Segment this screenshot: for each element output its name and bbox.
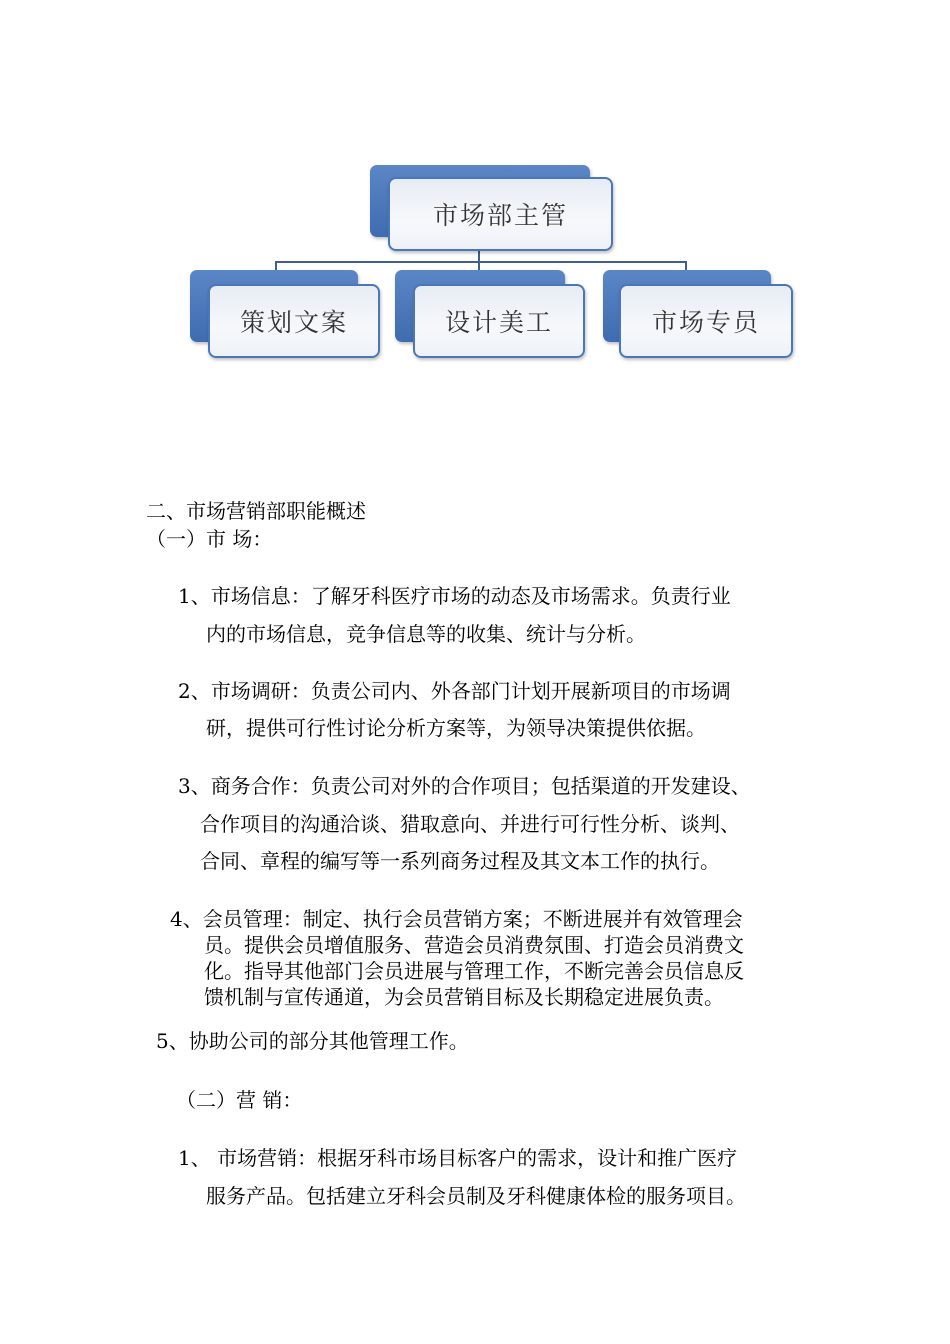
list-item-line: 员。提供会员增值服务、营造会员消费氛围、打造会员消费文 [204, 933, 744, 957]
section-title: 二、市场营销部职能概述 [146, 499, 366, 523]
org-node-planning [190, 270, 382, 358]
org-node-market-specialist [603, 270, 795, 358]
connector-horizontal [275, 261, 687, 263]
org-node-root-label: 市场部主管 [388, 177, 613, 251]
list-item-line: 化。指导其他部门会员进展与管理工作，不断完善会员信息反 [204, 959, 744, 983]
list-item-line: 2、市场调研：负责公司内、外各部门计划开展新项目的市场调 [178, 679, 731, 703]
list-item-line: 1、 市场营销：根据牙科市场目标客户的需求，设计和推广医疗 [178, 1146, 738, 1170]
list-item-line: 1、市场信息：了解牙科医疗市场的动态及市场需求。负责行业 [178, 584, 731, 608]
list-item-line: 3、商务合作：负责公司对外的合作项目；包括渠道的开发建设、 [178, 774, 751, 798]
org-node-planning-label: 策划文案 [208, 284, 380, 358]
list-item-line: 合作项目的沟通洽谈、猎取意向、并进行可行性分析、谈判、 [200, 812, 740, 836]
list-item-line: 4、会员管理：制定、执行会员营销方案；不断进展并有效管理会 [170, 907, 743, 931]
list-item-line: 内的市场信息，竞争信息等的收集、统计与分析。 [206, 622, 646, 646]
org-chart [0, 0, 950, 400]
list-item-line: 5、协助公司的部分其他管理工作。 [156, 1029, 469, 1053]
org-node-design-label: 设计美工 [413, 284, 585, 358]
list-item-line: 馈机制与宣传通道，为会员营销目标及长期稳定进展负责。 [204, 985, 724, 1009]
list-item-line: 合同、章程的编写等一系列商务过程及其文本工作的执行。 [200, 849, 720, 873]
org-node-root [370, 165, 615, 253]
list-item-line: 服务产品。包括建立牙科会员制及牙科健康体检的服务项目。 [206, 1184, 746, 1208]
org-node-market-specialist-label: 市场专员 [619, 284, 793, 358]
subsection-market-title: （一）市 场： [146, 527, 273, 551]
subsection-marketing-title: （二）营 销： [176, 1088, 303, 1112]
list-item-line: 研，提供可行性讨论分析方案等，为领导决策提供依据。 [206, 716, 706, 740]
org-node-design [395, 270, 587, 358]
